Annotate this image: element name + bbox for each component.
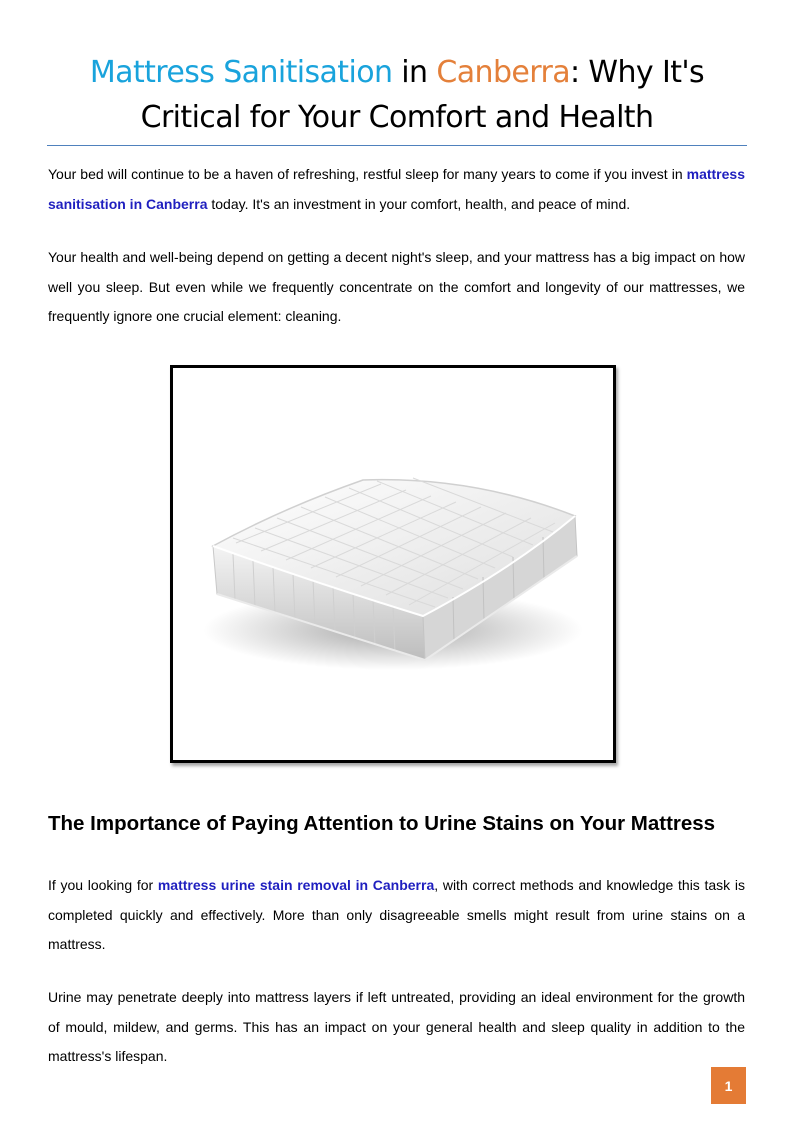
link-mattress-sanitisation[interactable]: mattress sanitisation in Canberra <box>48 166 745 212</box>
link-urine-stain-removal[interactable]: mattress urine stain removal in Canberra <box>157 877 435 893</box>
intro-paragraph <box>48 160 745 219</box>
intro-text-after: today. It's an investment in your comfort, health, and peace of mind. <box>207 195 631 212</box>
urine-text-after: , with correct methods and knowledge this task is completed quickly and effectively. More than only disagreeable smells might result from urine stains on a mattress. <box>48 877 745 952</box>
urine-text-before: If you looking for <box>48 877 158 893</box>
health-paragraph: Your health and well-being depend on getting a decent night's sleep, and your mattress has a big impact on how well you sleep. But even while we frequently concentrate on the comfort and longevity of our mattresses, we frequently ignore one crucial element: cleaning. <box>48 249 745 324</box>
page-number-badge <box>711 1067 746 1104</box>
title-part-in: in <box>392 55 437 90</box>
document-title <box>48 50 746 140</box>
mattress-illustration <box>173 368 613 760</box>
title-part-canberra: Canberra <box>436 55 570 90</box>
title-divider <box>47 145 747 146</box>
mould-paragraph: Urine may penetrate deeply into mattress layers if left untreated, providing an ideal environment for the growth of mould, mildew, and germs. This has an impact on your general health and sleep quality in addition to the mattress's lifespan. <box>48 989 745 1064</box>
title-part-sanitisation: Mattress Sanitisation <box>89 55 393 90</box>
title-part-rest: : Why It's Critical for Your Comfort and Health <box>140 55 705 135</box>
mattress-image <box>170 365 616 763</box>
urine-stain-paragraph <box>48 871 745 960</box>
page-number: 1 <box>724 1077 733 1094</box>
intro-text-before: Your bed will continue to be a haven of refreshing, restful sleep for many years to come if you invest in <box>48 166 687 182</box>
section-heading: The Importance of Paying Attention to Urine Stains on Your Mattress <box>48 812 716 835</box>
